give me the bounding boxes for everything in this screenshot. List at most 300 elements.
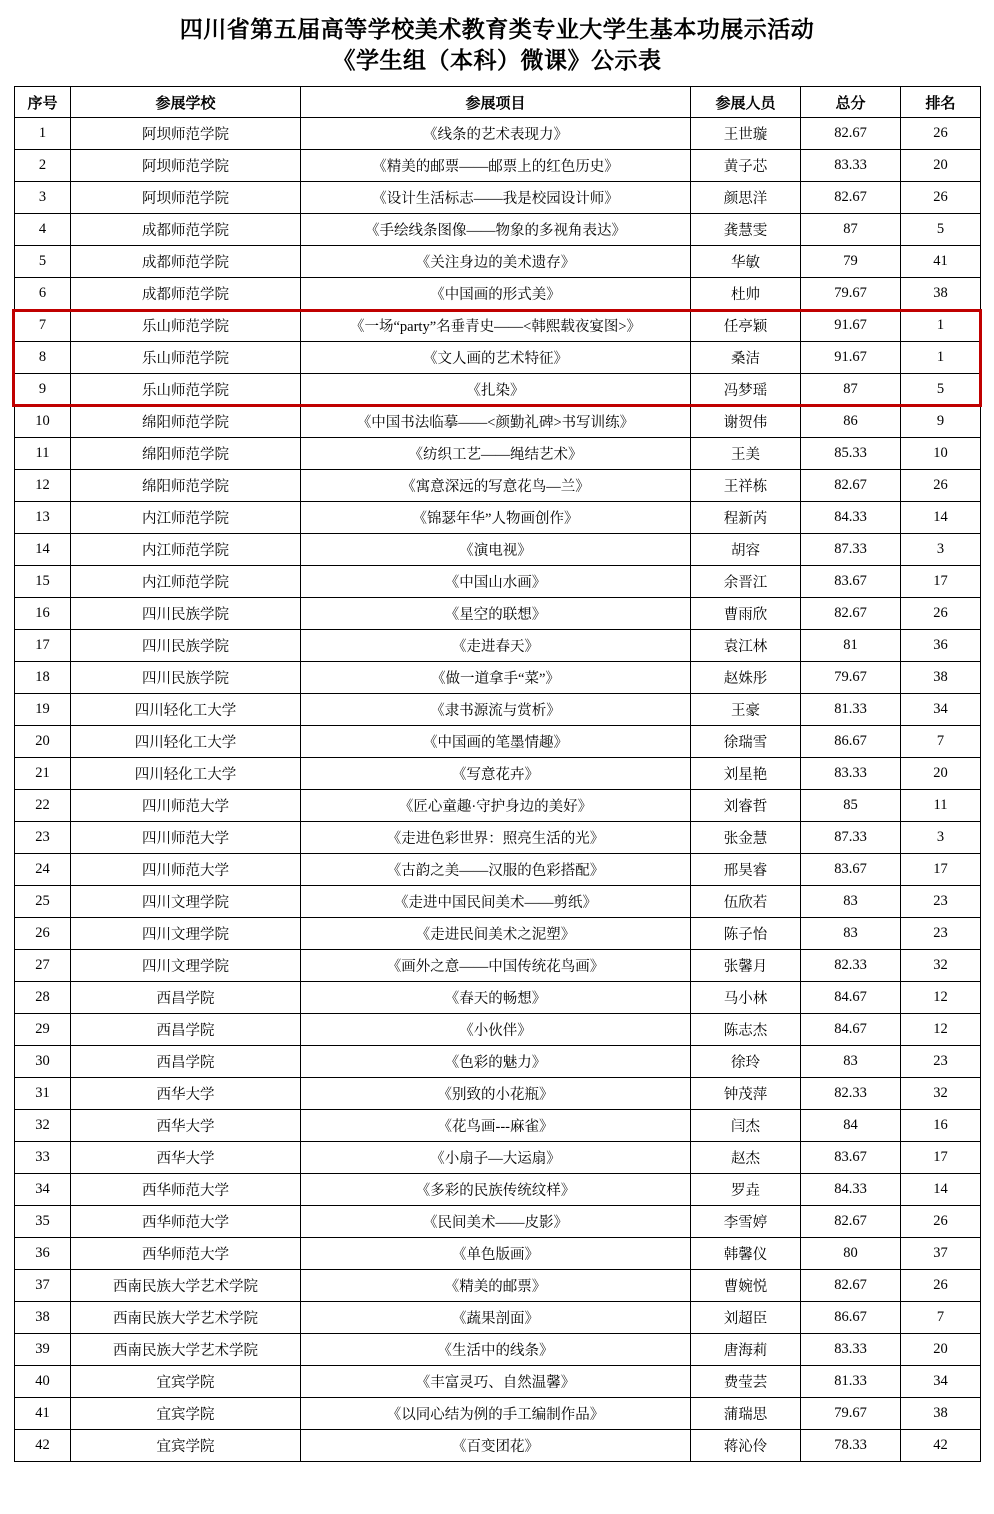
cell-score: 78.33	[801, 1430, 901, 1462]
cell-school: 西昌学院	[71, 982, 301, 1014]
cell-school: 绵阳师范学院	[71, 406, 301, 438]
cell-person: 黄子芯	[691, 150, 801, 182]
cell-rank: 1	[901, 310, 981, 342]
cell-no: 42	[15, 1430, 71, 1462]
cell-person: 钟茂萍	[691, 1078, 801, 1110]
cell-rank: 1	[901, 342, 981, 374]
cell-school: 内江师范学院	[71, 502, 301, 534]
cell-person: 蒲瑞思	[691, 1398, 801, 1430]
table-row	[15, 822, 981, 854]
cell-project: 《演电视》	[301, 534, 691, 566]
cell-score: 84	[801, 1110, 901, 1142]
cell-rank: 12	[901, 1014, 981, 1046]
table-row	[15, 374, 981, 406]
table-row	[15, 1334, 981, 1366]
table-row	[15, 566, 981, 598]
cell-no: 3	[15, 182, 71, 214]
cell-person: 王祥栋	[691, 470, 801, 502]
cell-rank: 34	[901, 694, 981, 726]
cell-person: 刘星艳	[691, 758, 801, 790]
cell-person: 张馨月	[691, 950, 801, 982]
cell-no: 9	[15, 374, 71, 406]
cell-person: 赵杰	[691, 1142, 801, 1174]
cell-score: 81.33	[801, 1366, 901, 1398]
cell-no: 14	[15, 534, 71, 566]
table-row	[15, 1174, 981, 1206]
cell-project: 《关注身边的美术遗存》	[301, 246, 691, 278]
cell-rank: 20	[901, 150, 981, 182]
cell-project: 《匠心童趣·守护身边的美好》	[301, 790, 691, 822]
table-row	[15, 118, 981, 150]
cell-project: 《走进春天》	[301, 630, 691, 662]
table-row	[15, 1078, 981, 1110]
cell-project: 《精美的邮票——邮票上的红色历史》	[301, 150, 691, 182]
cell-no: 26	[15, 918, 71, 950]
table-row	[15, 598, 981, 630]
cell-rank: 3	[901, 534, 981, 566]
cell-rank: 3	[901, 822, 981, 854]
cell-score: 87.33	[801, 822, 901, 854]
cell-school: 西华大学	[71, 1078, 301, 1110]
cell-project: 《小伙伴》	[301, 1014, 691, 1046]
cell-school: 西昌学院	[71, 1046, 301, 1078]
table-row	[15, 758, 981, 790]
cell-person: 刘睿哲	[691, 790, 801, 822]
table-row	[15, 1270, 981, 1302]
cell-rank: 20	[901, 758, 981, 790]
cell-rank: 23	[901, 918, 981, 950]
cell-school: 西华师范大学	[71, 1238, 301, 1270]
cell-school: 四川民族学院	[71, 662, 301, 694]
cell-person: 袁江林	[691, 630, 801, 662]
cell-person: 华敏	[691, 246, 801, 278]
cell-score: 87	[801, 374, 901, 406]
cell-project: 《走进色彩世界：照亮生活的光》	[301, 822, 691, 854]
cell-no: 25	[15, 886, 71, 918]
cell-project: 《花鸟画---麻雀》	[301, 1110, 691, 1142]
cell-no: 39	[15, 1334, 71, 1366]
cell-school: 西昌学院	[71, 1014, 301, 1046]
cell-score: 84.67	[801, 982, 901, 1014]
cell-score: 83.67	[801, 566, 901, 598]
cell-rank: 11	[901, 790, 981, 822]
table-row	[15, 534, 981, 566]
cell-score: 83	[801, 918, 901, 950]
cell-school: 四川轻化工大学	[71, 694, 301, 726]
cell-score: 82.67	[801, 598, 901, 630]
cell-person: 冯梦瑶	[691, 374, 801, 406]
cell-school: 四川民族学院	[71, 598, 301, 630]
cell-score: 84.67	[801, 1014, 901, 1046]
cell-person: 桑洁	[691, 342, 801, 374]
cell-school: 西华师范大学	[71, 1206, 301, 1238]
cell-score: 79	[801, 246, 901, 278]
cell-person: 杜帅	[691, 278, 801, 310]
cell-score: 82.33	[801, 1078, 901, 1110]
cell-no: 10	[15, 406, 71, 438]
cell-project: 《小扇子—大运扇》	[301, 1142, 691, 1174]
cell-score: 82.67	[801, 118, 901, 150]
cell-project: 《生活中的线条》	[301, 1334, 691, 1366]
table-row	[15, 1430, 981, 1462]
table-row	[15, 278, 981, 310]
table-row	[15, 1206, 981, 1238]
cell-person: 曹婉悦	[691, 1270, 801, 1302]
cell-rank: 37	[901, 1238, 981, 1270]
cell-school: 阿坝师范学院	[71, 118, 301, 150]
cell-rank: 26	[901, 1270, 981, 1302]
cell-no: 20	[15, 726, 71, 758]
cell-score: 84.33	[801, 1174, 901, 1206]
cell-score: 82.67	[801, 470, 901, 502]
cell-no: 34	[15, 1174, 71, 1206]
cell-school: 内江师范学院	[71, 534, 301, 566]
cell-person: 伍欣若	[691, 886, 801, 918]
cell-project: 《古韵之美——汉服的色彩搭配》	[301, 854, 691, 886]
cell-score: 79.67	[801, 1398, 901, 1430]
cell-score: 83.67	[801, 854, 901, 886]
column-header-score: 总分	[801, 87, 901, 118]
cell-project: 《春天的畅想》	[301, 982, 691, 1014]
cell-school: 乐山师范学院	[71, 374, 301, 406]
cell-rank: 7	[901, 726, 981, 758]
table-row	[15, 662, 981, 694]
table-row	[15, 406, 981, 438]
cell-project: 《别致的小花瓶》	[301, 1078, 691, 1110]
cell-person: 邢昊睿	[691, 854, 801, 886]
table-row	[15, 950, 981, 982]
cell-school: 阿坝师范学院	[71, 182, 301, 214]
table-row	[15, 1014, 981, 1046]
cell-project: 《设计生活标志——我是校园设计师》	[301, 182, 691, 214]
cell-no: 19	[15, 694, 71, 726]
cell-school: 宜宾学院	[71, 1398, 301, 1430]
cell-rank: 17	[901, 566, 981, 598]
cell-rank: 17	[901, 1142, 981, 1174]
cell-rank: 38	[901, 1398, 981, 1430]
cell-project: 《写意花卉》	[301, 758, 691, 790]
cell-person: 闫杰	[691, 1110, 801, 1142]
cell-score: 83	[801, 1046, 901, 1078]
cell-school: 西华大学	[71, 1110, 301, 1142]
cell-no: 8	[15, 342, 71, 374]
cell-no: 37	[15, 1270, 71, 1302]
cell-project: 《精美的邮票》	[301, 1270, 691, 1302]
cell-rank: 14	[901, 502, 981, 534]
table-row	[15, 982, 981, 1014]
cell-no: 33	[15, 1142, 71, 1174]
table-row	[15, 726, 981, 758]
cell-score: 79.67	[801, 662, 901, 694]
cell-rank: 10	[901, 438, 981, 470]
cell-person: 曹雨欣	[691, 598, 801, 630]
cell-person: 马小林	[691, 982, 801, 1014]
cell-no: 2	[15, 150, 71, 182]
cell-project: 《中国画的笔墨情趣》	[301, 726, 691, 758]
cell-school: 四川轻化工大学	[71, 726, 301, 758]
cell-project: 《走进民间美术之泥塑》	[301, 918, 691, 950]
cell-no: 40	[15, 1366, 71, 1398]
cell-score: 81	[801, 630, 901, 662]
cell-no: 35	[15, 1206, 71, 1238]
cell-no: 32	[15, 1110, 71, 1142]
cell-rank: 26	[901, 470, 981, 502]
table-row	[15, 1110, 981, 1142]
cell-score: 80	[801, 1238, 901, 1270]
cell-rank: 32	[901, 950, 981, 982]
cell-rank: 14	[901, 1174, 981, 1206]
table-row	[15, 470, 981, 502]
cell-no: 24	[15, 854, 71, 886]
cell-school: 四川师范大学	[71, 790, 301, 822]
table-row	[15, 918, 981, 950]
table-row	[15, 1398, 981, 1430]
cell-project: 《文人画的艺术特征》	[301, 342, 691, 374]
cell-rank: 26	[901, 1206, 981, 1238]
cell-score: 91.67	[801, 342, 901, 374]
cell-project: 《多彩的民族传统纹样》	[301, 1174, 691, 1206]
cell-rank: 17	[901, 854, 981, 886]
cell-project: 《画外之意——中国传统花鸟画》	[301, 950, 691, 982]
title-line-2: 《学生组（本科）微课》公示表	[332, 48, 662, 74]
cell-person: 颜思洋	[691, 182, 801, 214]
table-row	[15, 310, 981, 342]
cell-person: 罗垚	[691, 1174, 801, 1206]
cell-rank: 7	[901, 1302, 981, 1334]
table-row	[15, 246, 981, 278]
cell-no: 4	[15, 214, 71, 246]
column-header-person: 参展人员	[691, 87, 801, 118]
cell-school: 四川师范大学	[71, 822, 301, 854]
cell-no: 6	[15, 278, 71, 310]
cell-score: 83	[801, 886, 901, 918]
cell-rank: 12	[901, 982, 981, 1014]
cell-school: 乐山师范学院	[71, 310, 301, 342]
cell-rank: 26	[901, 182, 981, 214]
table-row	[15, 342, 981, 374]
cell-rank: 5	[901, 374, 981, 406]
cell-person: 余晋江	[691, 566, 801, 598]
cell-person: 王世璇	[691, 118, 801, 150]
cell-rank: 36	[901, 630, 981, 662]
cell-rank: 26	[901, 118, 981, 150]
cell-no: 7	[15, 310, 71, 342]
cell-no: 13	[15, 502, 71, 534]
cell-person: 蒋沁伶	[691, 1430, 801, 1462]
cell-score: 82.67	[801, 1270, 901, 1302]
cell-person: 王豪	[691, 694, 801, 726]
cell-project: 《蔬果剖面》	[301, 1302, 691, 1334]
table-row	[15, 182, 981, 214]
cell-no: 28	[15, 982, 71, 1014]
table-row	[15, 1142, 981, 1174]
cell-no: 29	[15, 1014, 71, 1046]
cell-score: 85.33	[801, 438, 901, 470]
cell-school: 绵阳师范学院	[71, 470, 301, 502]
cell-project: 《走进中国民间美术——剪纸》	[301, 886, 691, 918]
cell-no: 21	[15, 758, 71, 790]
cell-school: 西华大学	[71, 1142, 301, 1174]
cell-school: 四川文理学院	[71, 918, 301, 950]
cell-score: 83.33	[801, 1334, 901, 1366]
cell-score: 83.33	[801, 150, 901, 182]
table-wrapper	[14, 86, 980, 1462]
results-table	[14, 86, 981, 1462]
cell-rank: 38	[901, 278, 981, 310]
cell-rank: 9	[901, 406, 981, 438]
cell-school: 西南民族大学艺术学院	[71, 1270, 301, 1302]
cell-no: 36	[15, 1238, 71, 1270]
table-row	[15, 150, 981, 182]
table-row	[15, 438, 981, 470]
cell-rank: 32	[901, 1078, 981, 1110]
cell-school: 四川文理学院	[71, 950, 301, 982]
cell-school: 成都师范学院	[71, 246, 301, 278]
cell-score: 79.67	[801, 278, 901, 310]
cell-person: 张金慧	[691, 822, 801, 854]
cell-school: 西华师范大学	[71, 1174, 301, 1206]
cell-project: 《百变团花》	[301, 1430, 691, 1462]
table-row	[15, 790, 981, 822]
cell-school: 西南民族大学艺术学院	[71, 1302, 301, 1334]
table-row	[15, 1238, 981, 1270]
cell-project: 《中国画的形式美》	[301, 278, 691, 310]
cell-no: 22	[15, 790, 71, 822]
cell-rank: 41	[901, 246, 981, 278]
column-header-project: 参展项目	[301, 87, 691, 118]
cell-person: 陈志杰	[691, 1014, 801, 1046]
cell-school: 绵阳师范学院	[71, 438, 301, 470]
cell-person: 程新芮	[691, 502, 801, 534]
table-row	[15, 1046, 981, 1078]
cell-project: 《寓意深远的写意花鸟—兰》	[301, 470, 691, 502]
cell-school: 成都师范学院	[71, 214, 301, 246]
page-title	[14, 14, 980, 76]
table-header-row	[15, 87, 981, 118]
cell-score: 82.67	[801, 1206, 901, 1238]
table-row	[15, 1366, 981, 1398]
cell-score: 81.33	[801, 694, 901, 726]
cell-school: 宜宾学院	[71, 1366, 301, 1398]
title-line-1: 四川省第五届高等学校美术教育类专业大学生基本功展示活动	[179, 17, 815, 42]
cell-school: 西南民族大学艺术学院	[71, 1334, 301, 1366]
cell-person: 谢贺伟	[691, 406, 801, 438]
cell-no: 15	[15, 566, 71, 598]
cell-project: 《手绘线条图像——物象的多视角表达》	[301, 214, 691, 246]
cell-score: 82.33	[801, 950, 901, 982]
cell-rank: 42	[901, 1430, 981, 1462]
cell-no: 1	[15, 118, 71, 150]
cell-project: 《丰富灵巧、自然温馨》	[301, 1366, 691, 1398]
cell-project: 《隶书源流与赏析》	[301, 694, 691, 726]
cell-score: 83.67	[801, 1142, 901, 1174]
cell-person: 费莹芸	[691, 1366, 801, 1398]
cell-score: 86.67	[801, 726, 901, 758]
cell-school: 乐山师范学院	[71, 342, 301, 374]
cell-score: 84.33	[801, 502, 901, 534]
cell-person: 李雪婷	[691, 1206, 801, 1238]
cell-school: 阿坝师范学院	[71, 150, 301, 182]
cell-no: 5	[15, 246, 71, 278]
column-header-no: 序号	[15, 87, 71, 118]
cell-person: 刘超臣	[691, 1302, 801, 1334]
cell-no: 31	[15, 1078, 71, 1110]
cell-project: 《一场“party”名垂青史——<韩熙载夜宴图>》	[301, 310, 691, 342]
cell-no: 30	[15, 1046, 71, 1078]
table-row	[15, 214, 981, 246]
cell-person: 陈子怡	[691, 918, 801, 950]
cell-person: 徐瑞雪	[691, 726, 801, 758]
cell-score: 86.67	[801, 1302, 901, 1334]
cell-school: 四川轻化工大学	[71, 758, 301, 790]
table-row	[15, 1302, 981, 1334]
cell-person: 韩馨仪	[691, 1238, 801, 1270]
table-row	[15, 886, 981, 918]
cell-project: 《中国山水画》	[301, 566, 691, 598]
cell-rank: 23	[901, 886, 981, 918]
table-row	[15, 630, 981, 662]
cell-score: 87	[801, 214, 901, 246]
cell-score: 82.67	[801, 182, 901, 214]
table-body	[15, 118, 981, 1462]
cell-school: 成都师范学院	[71, 278, 301, 310]
column-header-school: 参展学校	[71, 87, 301, 118]
cell-project: 《线条的艺术表现力》	[301, 118, 691, 150]
cell-no: 27	[15, 950, 71, 982]
cell-rank: 38	[901, 662, 981, 694]
cell-score: 85	[801, 790, 901, 822]
table-row	[15, 502, 981, 534]
cell-school: 四川民族学院	[71, 630, 301, 662]
cell-rank: 20	[901, 1334, 981, 1366]
cell-person: 徐玲	[691, 1046, 801, 1078]
cell-person: 赵姝彤	[691, 662, 801, 694]
cell-project: 《民间美术——皮影》	[301, 1206, 691, 1238]
cell-project: 《锦瑟年华”人物画创作》	[301, 502, 691, 534]
cell-no: 38	[15, 1302, 71, 1334]
cell-project: 《色彩的魅力》	[301, 1046, 691, 1078]
cell-school: 四川师范大学	[71, 854, 301, 886]
cell-school: 宜宾学院	[71, 1430, 301, 1462]
cell-person: 龚慧雯	[691, 214, 801, 246]
cell-rank: 23	[901, 1046, 981, 1078]
cell-rank: 34	[901, 1366, 981, 1398]
cell-no: 16	[15, 598, 71, 630]
cell-school: 内江师范学院	[71, 566, 301, 598]
cell-person: 胡容	[691, 534, 801, 566]
cell-no: 11	[15, 438, 71, 470]
cell-person: 唐海莉	[691, 1334, 801, 1366]
cell-person: 王美	[691, 438, 801, 470]
cell-no: 41	[15, 1398, 71, 1430]
cell-no: 23	[15, 822, 71, 854]
cell-rank: 16	[901, 1110, 981, 1142]
table-row	[15, 694, 981, 726]
cell-no: 12	[15, 470, 71, 502]
table-row	[15, 854, 981, 886]
cell-project: 《做一道拿手“菜”》	[301, 662, 691, 694]
cell-score: 83.33	[801, 758, 901, 790]
cell-person: 任亭颖	[691, 310, 801, 342]
column-header-rank: 排名	[901, 87, 981, 118]
cell-score: 87.33	[801, 534, 901, 566]
cell-project: 《单色版画》	[301, 1238, 691, 1270]
cell-school: 四川文理学院	[71, 886, 301, 918]
cell-score: 91.67	[801, 310, 901, 342]
cell-project: 《星空的联想》	[301, 598, 691, 630]
cell-project: 《扎染》	[301, 374, 691, 406]
cell-project: 《纺织工艺——绳结艺术》	[301, 438, 691, 470]
